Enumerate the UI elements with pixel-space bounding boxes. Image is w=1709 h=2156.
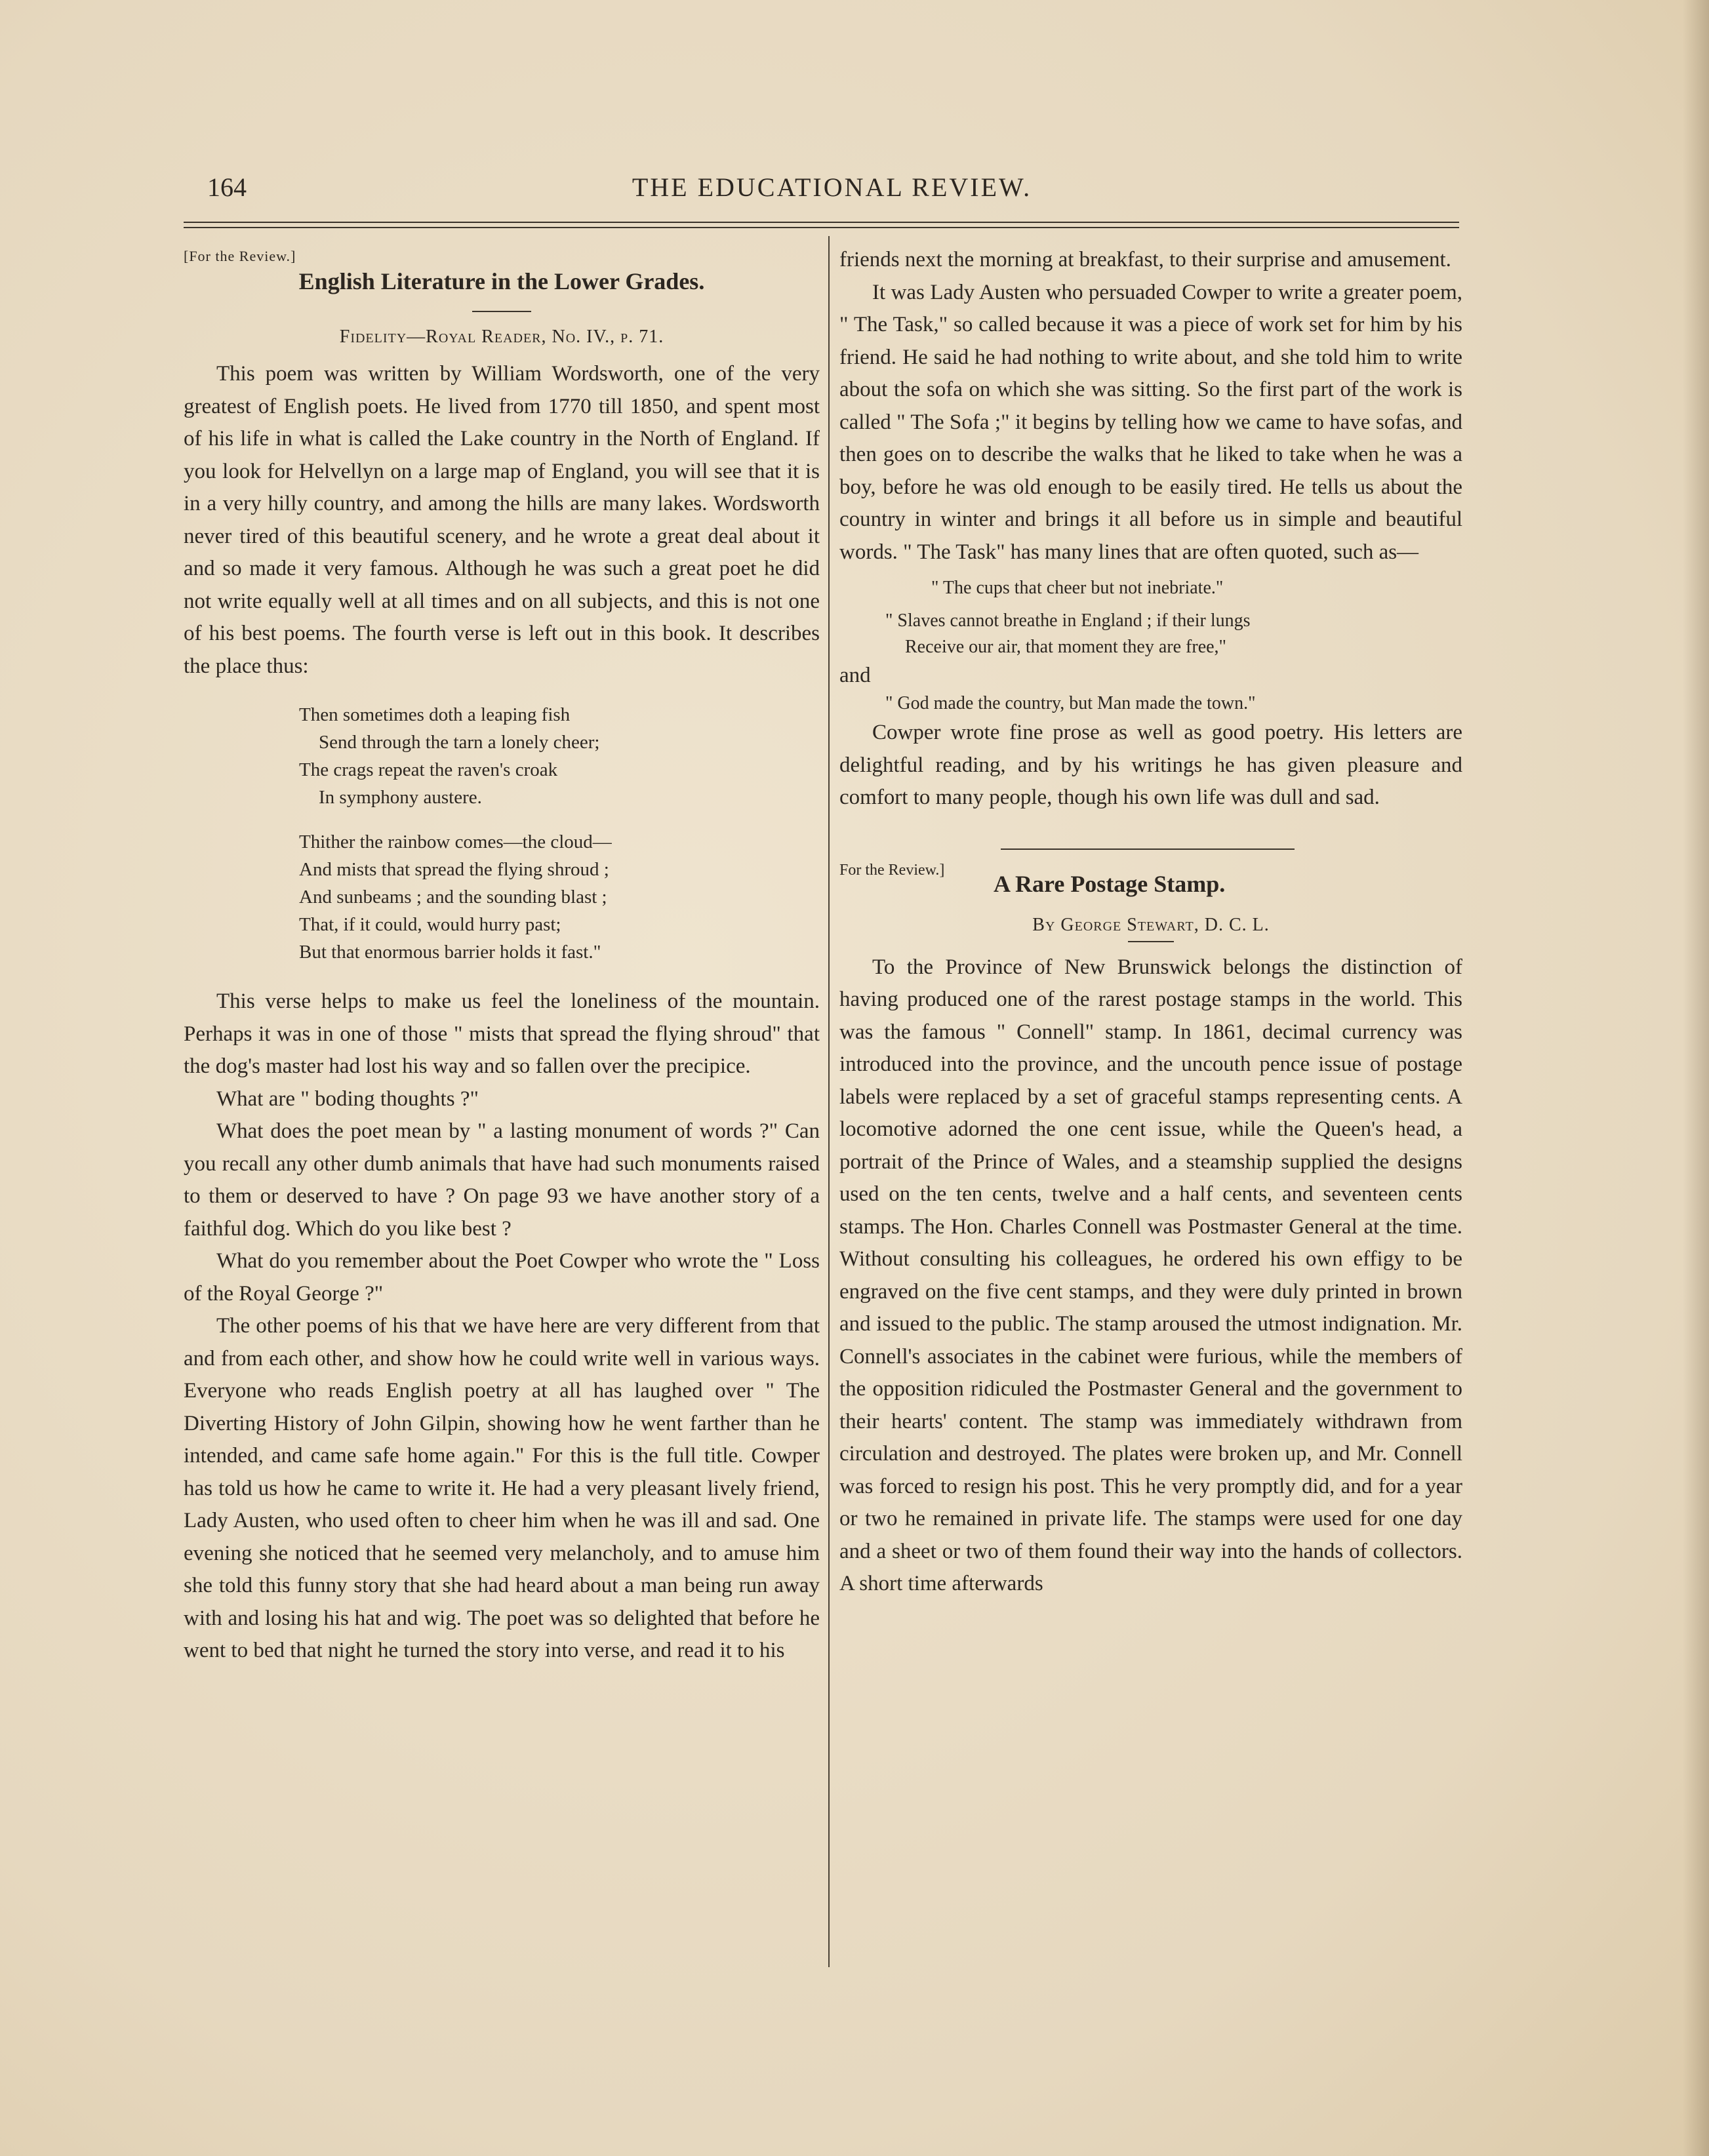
page-number: 164 <box>207 172 247 202</box>
running-title: THE EDUCATIONAL REVIEW. <box>632 172 1032 202</box>
paragraph: It was Lady Austen who persuaded Cowper to write a greater poem, " The Task," so called because it was a piece of work set for him by his friend. He said he had nothing to write about, and she told him to write about the sofa on which she was sitting. So the first part of the work is called " The Sofa ;" it begins by telling how we came to have sofas, and then goes on to describe the walks that he liked to take when he was a boy, before he was old enough to be easily tired. He tells us about the country in winter and brings it all before us in simple and beautiful words. " The Task" has many lines that are often quoted, such as— <box>839 280 1462 564</box>
poem-line: The crags repeat the raven's croak <box>299 759 558 780</box>
poem-line: And mists that spread the flying shroud ; <box>299 859 609 880</box>
paragraph: friends next the morning at breakfast, to their surprise and amusement. <box>839 248 1451 271</box>
paragraph: This poem was written by William Wordsworth, one of the very greatest of English poets. He lived from 1770 till 1850, and spent most of his life in what is called the Lake country in the North of England. If you look for Helvellyn on a large map of England, you will see that it is in a very hilly country, and among the hills are many lakes. Wordsworth never tired of this beautiful scenery, and he wrote a great deal about it and so made it very famous. Although he was such a great poet he did not write equally well at all times and on all subjects, and this is not one of his best poems. The fourth verse is left out in this book. It describes the place thus: <box>184 362 820 678</box>
stanza-gap <box>299 811 820 828</box>
article-kicker: For the Review.] <box>839 861 945 879</box>
spacer <box>184 966 820 986</box>
section-rule <box>1001 848 1295 850</box>
connector-word: and <box>839 664 871 687</box>
header-rule <box>184 222 1459 223</box>
paragraph: To the Province of New Brunswick belongs the distinction of having produced one of the rarest postage stamps in the world. This was the famous " Connell" stamp. In 1861, decimal currency was introduced into the province, and the uncouth pence issue of postage labels were replaced by a set of graceful stamps representing cents. A locomotive adorned the one cent issue, while the Queen's head, a portrait of the Prince of Wales, and a steamship supplied the designs used on the ten cents, twelve and a half cents, and seventeen cents stamps. The Hon. Charles Connell was Postmaster General at the time. Without consulting his colleagues, he ordered his own effigy to be engraved on the five cent stamps, and they were duly printed in brown and issued to the public. The stamp aroused the utmost indignation. Mr. Connell's associates in the cabinet were furious, while the members of the opposition ridiculed the Postmaster General and the government to their hearts' content. The stamp was immediately withdrawn from circulation and destroyed. The plates were broken up, and Mr. Connell was forced to resign his post. This he very promptly did, and for a year or two he remained in private life. The stamps were used for one day and a sheet or two of them found their way into the hands of collectors. A short time afterwards <box>839 955 1462 1595</box>
article-title: A Rare Postage Stamp. <box>994 870 1226 897</box>
poem-line: Then sometimes doth a leaping fish <box>299 704 571 725</box>
quoted-line: " The cups that cheer but not inebriate." <box>931 578 1224 598</box>
paragraph: The other poems of his that we have here are very different from that and from each other, and show how he could write well in various ways. Everyone who reads English poetry at all has laughed over " The Diverting History of John Gilpin, showing how he went farther than he intended, and came safe home again." For this is the full title. Cowper has told us how he came to write it. He had a very pleasant lively friend, Lady Austen, who used often to cheer him when he was ill and sad. One evening she noticed that he seemed very melancholy, and to amuse him she told this funny story that she had heard about a man being run away with and losing his hat and wig. The poet was so delighted that before he went to bed that night he turned the story into verse, and read it to his <box>184 1314 820 1662</box>
poem-line: But that enormous barrier holds it fast." <box>299 942 601 963</box>
article-subtitle: Fidelity—Royal Reader, No. IV., p. 71. <box>339 327 664 347</box>
article-kicker: [For the Review.] <box>184 248 296 264</box>
page-header <box>207 172 1457 211</box>
poem-line: Send through the tarn a lonely cheer; <box>319 732 600 753</box>
article-title: English Literature in the Lower Grades. <box>298 268 705 294</box>
byline-rule <box>1128 941 1174 942</box>
poem-line: And sunbeams ; and the sounding blast ; <box>299 887 607 908</box>
right-column <box>839 244 1462 1601</box>
quoted-line: " God made the country, but Man made the town." <box>885 693 1256 713</box>
title-rule <box>472 311 531 312</box>
paragraph: Cowper wrote fine prose as well as good poetry. His letters are delightful reading, and by his writings he has given pleasure and comfort to many people, though his own life was dull and sad. <box>839 721 1462 809</box>
paragraph: What does the poet mean by " a lasting monument of words ?" Can you recall any other dumb animals that have had such monuments raised to them or deserved to have ? On page 93 we have another story of a faithful dog. Which do you like best ? <box>184 1119 820 1241</box>
quoted-line: Receive our air, that moment they are free," <box>905 637 1226 657</box>
left-column <box>184 244 820 1667</box>
poem-line: In symphony austere. <box>319 787 482 808</box>
column-divider <box>828 236 830 1967</box>
header-rule-double <box>184 227 1459 228</box>
poem-quote <box>184 701 820 966</box>
article-byline: By George Stewart, D. C. L. <box>1032 914 1270 935</box>
poem-line: That, if it could, would hurry past; <box>299 914 561 935</box>
poem-line: Thither the rainbow comes—the cloud— <box>299 831 612 852</box>
paragraph: What are " boding thoughts ?" <box>216 1087 479 1111</box>
page-edge-shadow <box>1683 0 1709 2156</box>
quoted-line: " Slaves cannot breathe in England ; if their lungs <box>885 610 1251 631</box>
paragraph: This verse helps to make us feel the loneliness of the mountain. Perhaps it was in one of those " mists that spread the flying shroud" that the dog's master had lost his way and so fallen over the precipice. <box>184 989 820 1078</box>
paragraph: What do you remember about the Poet Cowper who wrote the " Loss of the Royal George ?" <box>184 1249 820 1306</box>
